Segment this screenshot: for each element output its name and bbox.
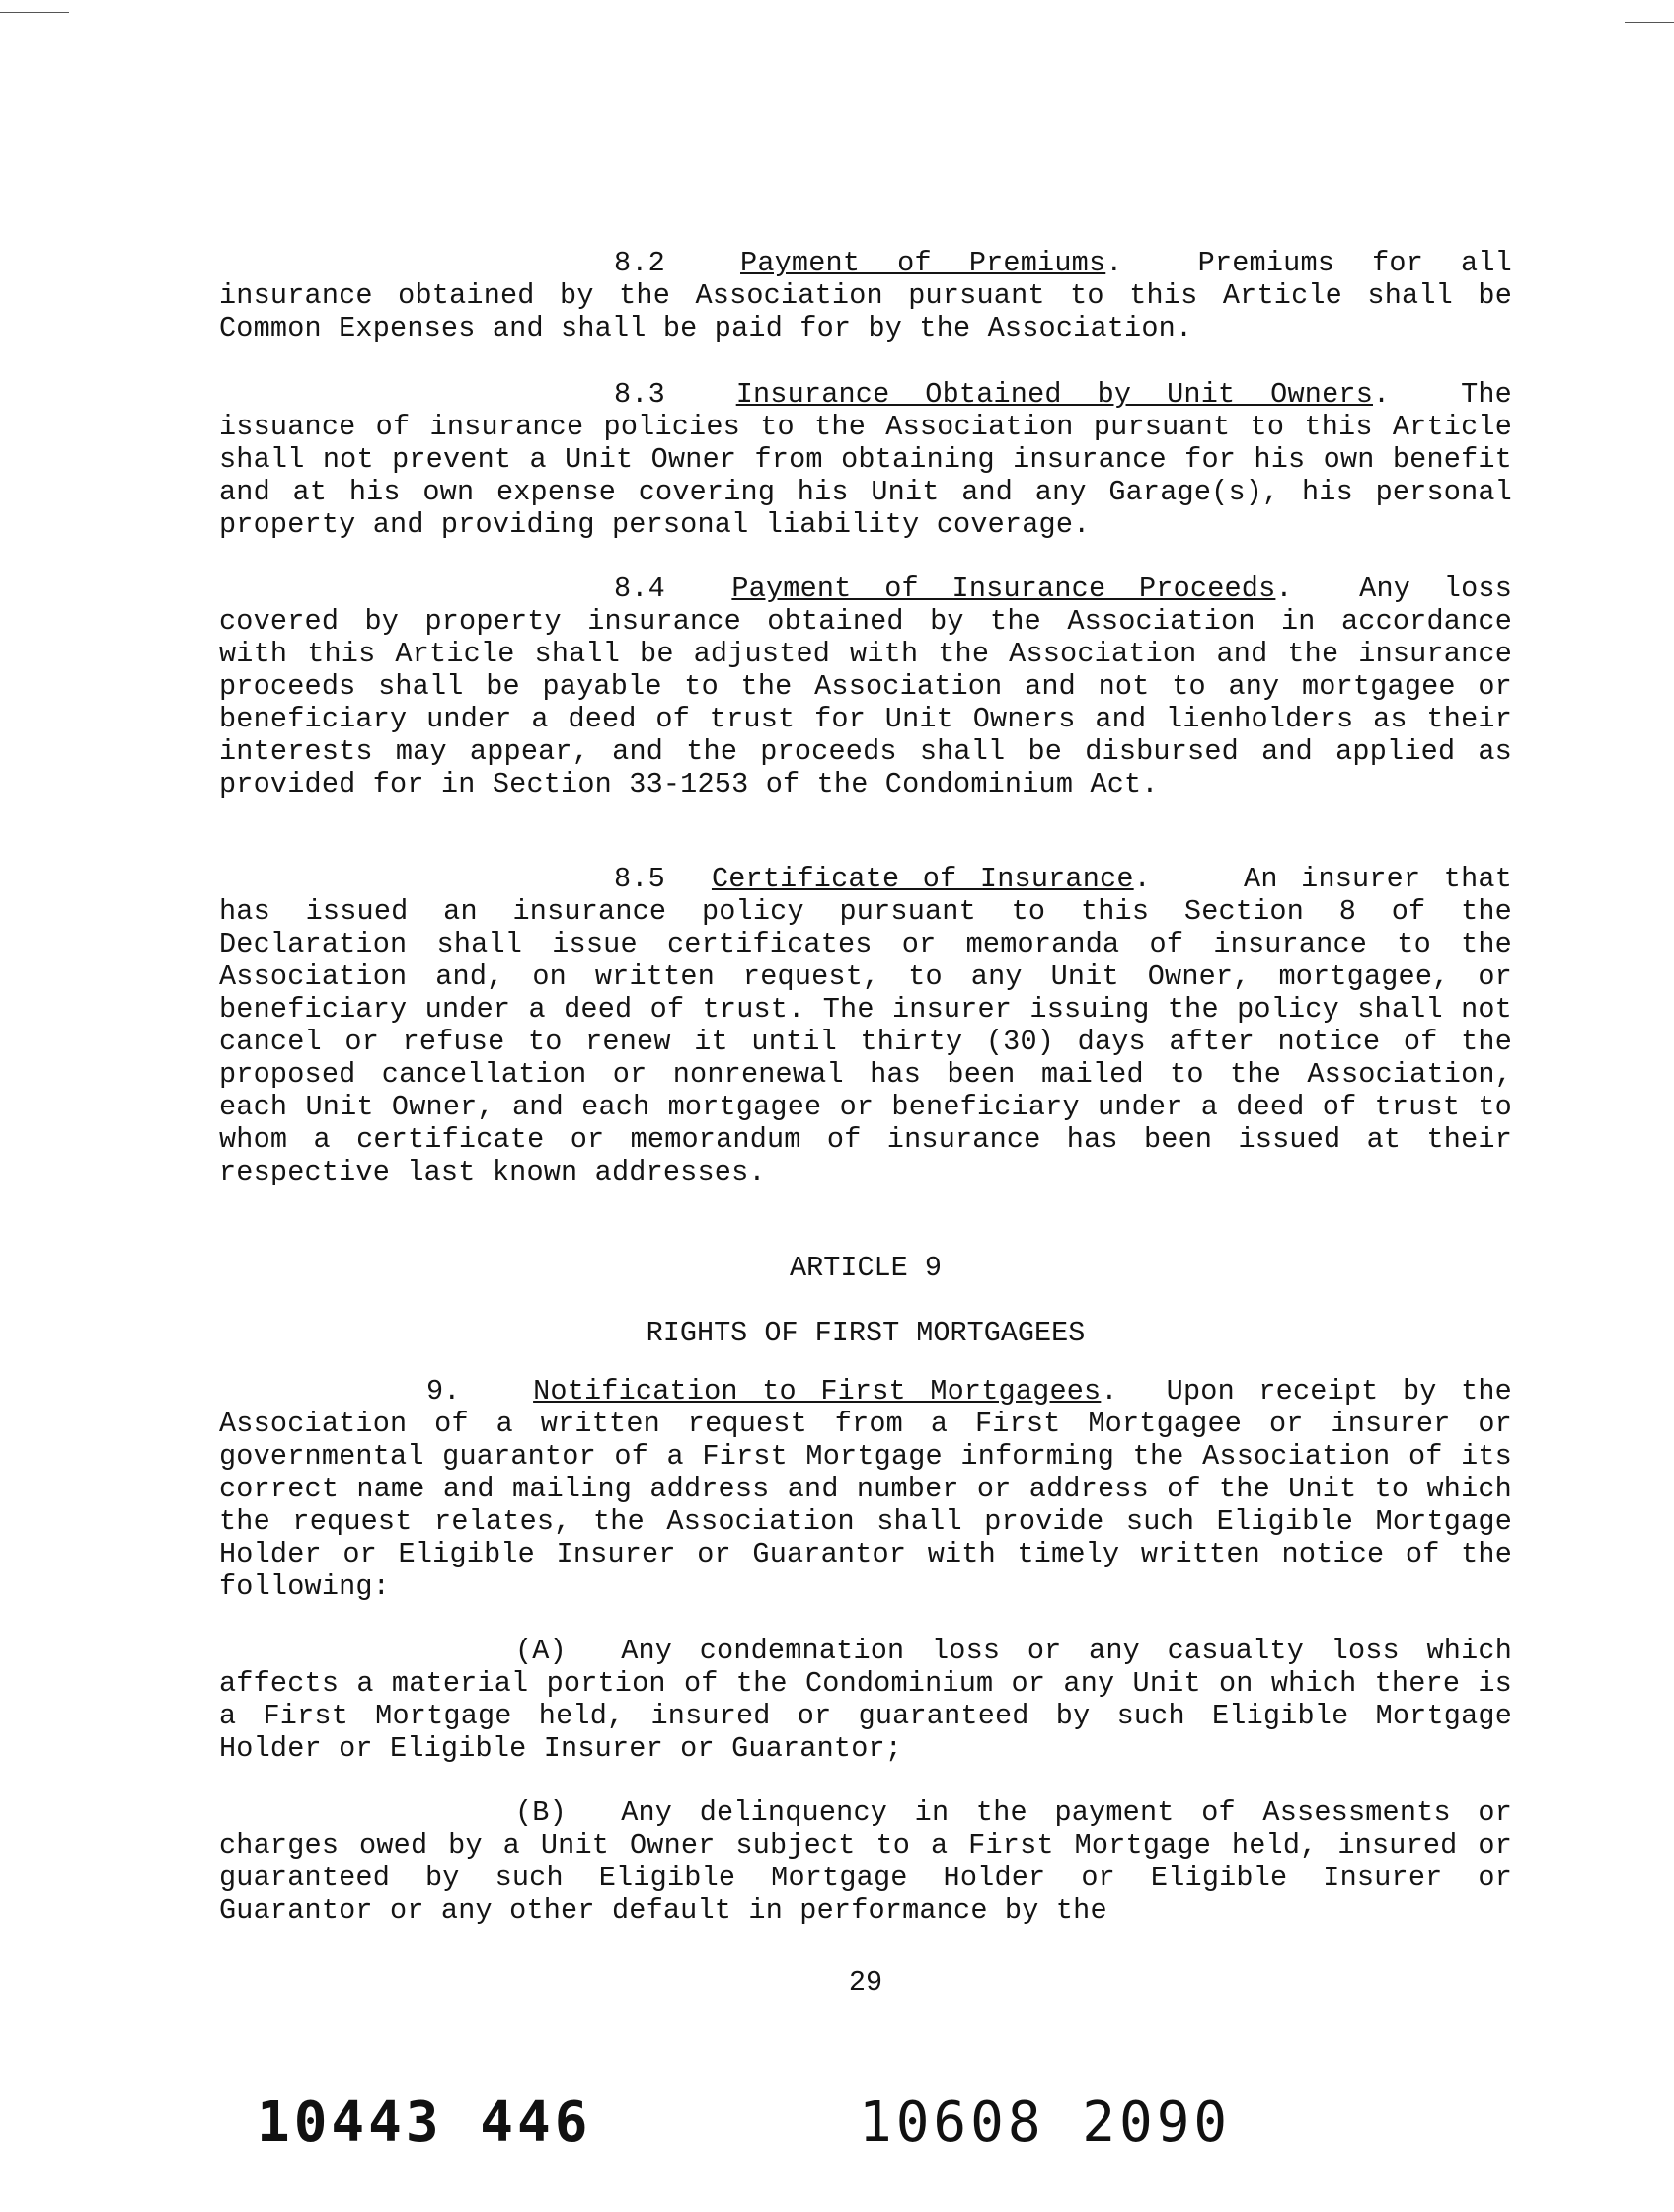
clause-text: Any condemnation loss or any casualty loss which affects a material portion of the Condominium or any Unit on which there is a First Mortgage held, insured or guaranteed by such Eligible Mortgage Holder or Eligible Insurer or Guarantor;: [219, 1635, 1512, 1765]
section-9-b: [219, 1796, 1512, 1927]
section-text: An insurer that has issued an insurance policy pursuant to this Section 8 of the Declaration shall issue certificates or memoranda of insurance to the Association and, on written request, to any Unit Owner, mortgagee, or beneficiary under a deed of trust. The insurer issuing the policy shall not cancel or refuse to renew it until thirty (30) days after notice of the proposed cancellation or nonrenewal has been mailed to the Association, each Unit Owner, and each mortgagee or beneficiary under a deed of trust to whom a certificate or memorandum of insurance has been issued at their respective last known addresses.: [219, 863, 1512, 1188]
recording-number-left: 10443 446: [257, 2091, 592, 2155]
scan-edge-mark: [0, 12, 69, 13]
section-number: 8.3: [614, 378, 665, 411]
section-number: 8.5: [614, 863, 665, 895]
section-title: Insurance Obtained by Unit Owners: [735, 378, 1373, 411]
page-number: 29: [848, 1966, 883, 1999]
scan-edge-mark: [1625, 22, 1674, 23]
section-number: 8.2: [614, 247, 665, 279]
section-text: Any loss covered by property insurance obtained by the Association in accordance with this Article shall be adjusted with the Association and the insurance proceeds shall be payable to the Association and not to any mortgagee or beneficiary under a deed of trust for Unit Owners and lienholders as their interests may appear, and the proceeds shall be disbursed and applied as provided for in Section 33-1253 of the Condominium Act.: [219, 572, 1512, 801]
recording-number-right: 10608 2090: [859, 2091, 1232, 2155]
section-title: Payment of Premiums: [740, 247, 1106, 279]
clause-text: Any delinquency in the payment of Assessments or charges owed by a Unit Owner subject to a First Mortgage held, insured or guaranteed by such Eligible Mortgage Holder or Eligible Insurer or Guarantor or any other default in performance by the: [219, 1796, 1512, 1927]
article-heading: ARTICLE 9: [790, 1252, 942, 1284]
section-8-2: 8.2 Payment of Premiums. Premiums for all insurance obtained by the Association pursuant to this Article shall be Common Expenses and shall be paid for by the Association.: [219, 247, 1512, 344]
section-title: Notification to First Mortgagees: [533, 1375, 1102, 1408]
section-8-5: 8.5 Certificate of Insurance. An insurer that has issued an insurance policy pursuant to this Section 8 of the Declaration shall issue certificates or memoranda of insurance to the Association and, on written request, to any Unit Owner, mortgagee, or beneficiary under a deed of trust. The insurer issuing the policy shall not cancel or refuse to renew it until thirty (30) days after notice of the proposed cancellation or nonrenewal has been mailed to the Association, each Unit Owner, and each mortgagee or beneficiary under a deed of trust to whom a certificate or memorandum of insurance has been issued at their respective last known addresses.: [219, 863, 1512, 1188]
section-text: The issuance of insurance policies to the Association pursuant to this Article shall not prevent a Unit Owner from obtaining insurance for his own benefit and at his own expense covering his Unit and any Garage(s), his personal property and providing personal liability coverage.: [219, 378, 1512, 541]
clause-label: (A): [515, 1635, 567, 1667]
section-title: Certificate of Insurance: [711, 863, 1134, 895]
section-text: Premiums for all insurance obtained by the Association pursuant to this Article shall be Common Expenses and shall be paid for by the Association.: [219, 247, 1512, 344]
section-number: 9.: [426, 1375, 461, 1408]
section-8-4: 8.4 Payment of Insurance Proceeds. Any loss covered by property insurance obtained by the Association in accordance with this Article shall be adjusted with the Association and the insurance proceeds shall be payable to the Association and not to any mortgagee or beneficiary under a deed of trust for Unit Owners and lienholders as their interests may appear, and the proceeds shall be disbursed and applied as provided for in Section 33-1253 of the Condominium Act.: [219, 572, 1512, 801]
section-9-a: [219, 1635, 1512, 1765]
clause-label: (B): [515, 1796, 567, 1829]
section-text: Upon receipt by the Association of a written request from a First Mortgagee or insurer or governmental guarantor of a First Mortgage informing the Association of its correct name and mailing address and number or address of the Unit to which the request relates, the Association shall provide such Eligible Mortgage Holder or Eligible Insurer or Guarantor with timely written notice of the following:: [219, 1375, 1512, 1603]
section-number: 8.4: [614, 572, 665, 605]
section-8-3: 8.3 Insurance Obtained by Unit Owners. The issuance of insurance policies to the Association pursuant to this Article shall not prevent a Unit Owner from obtaining insurance for his own benefit and at his own expense covering his Unit and any Garage(s), his personal property and providing personal liability coverage.: [219, 378, 1512, 541]
section-9: 9. Notification to First Mortgagees. Upon receipt by the Association of a written request from a First Mortgagee or insurer or governmental guarantor of a First Mortgage informing the Association of its correct name and mailing address and number or address of the Unit to which the request relates, the Association shall provide such Eligible Mortgage Holder or Eligible Insurer or Guarantor with timely written notice of the following:: [219, 1375, 1512, 1603]
section-title: Payment of Insurance Proceeds: [731, 572, 1276, 605]
article-subheading: RIGHTS OF FIRST MORTGAGEES: [646, 1317, 1086, 1349]
